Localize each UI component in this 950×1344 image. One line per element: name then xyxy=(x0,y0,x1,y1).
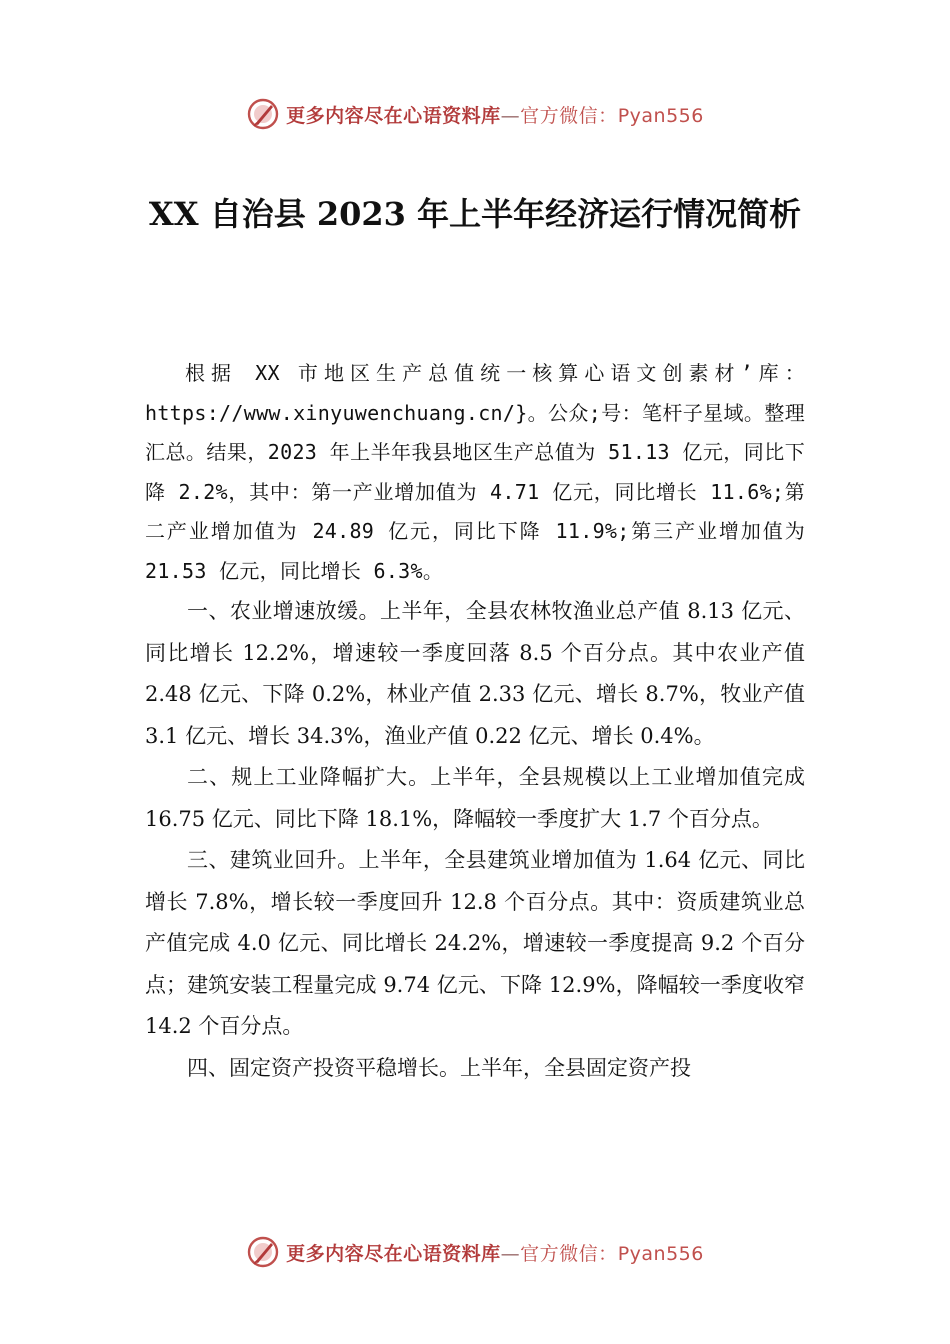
watermark-banner-top xyxy=(0,94,950,134)
quill-pen-circle-icon xyxy=(246,1235,280,1269)
paragraph-construction: 三、建筑业回升。上半年，全县建筑业增加值为 1.64 亿元、同比增长 7.8%，增长较一季度回升 12.8 个百分点。其中：资质建筑业总产值完成 4.0 亿元、同比增长 24.2%，增速较一季度提高 9.2 个百分点；建筑安装工程量完成 9.74 亿元、下降 12.9%，降幅较一季度收窄 14.2 个百分点。 xyxy=(145,848,805,1038)
paragraph-agriculture: 一、农业增速放缓。上半年，全县农林牧渔业总产值 8.13 亿元、同比增长 12.2%，增速较一季度回落 8.5 个百分点。其中农业产值 2.48 亿元、下降 0.2%，林业产值 2.33 亿元、增长 8.7%，牧业产值 3.1 亿元、增长 34.3%，渔业产值 0.22 亿元、增长 0.4%。 xyxy=(145,599,805,748)
paragraph-investment: 四、固定资产投资平稳增长。上半年，全县固定资产投 xyxy=(187,1055,691,1080)
document-title: XX 自治县 2023 年上半年经济运行情况简析 xyxy=(148,195,802,233)
document-body xyxy=(145,354,805,1089)
quill-pen-circle-icon xyxy=(246,97,280,131)
paragraph-intro: 根据 XX 市地区生产总值统一核算心语文创素材’库：https://www.xinyuwenchuang.cn/}。公众;号：笔杆子星域。整理汇总。结果，2023 年上半年我县地区生产总值为 51.13 亿元，同比下降 2.2%，其中：第一产业增加值为 4.71 亿元，同比增长 11.6%;第二产业增加值为 24.89 亿元，同比下降 11.9%;第三产业增加值为 21.53 亿元，同比增长 6.3%。 xyxy=(145,361,805,583)
watermark-text: 更多内容尽在心语资料库—官方微信：Pyan556 xyxy=(286,1242,704,1265)
watermark-text: 更多内容尽在心语资料库—官方微信：Pyan556 xyxy=(286,104,704,127)
paragraph-industry: 二、规上工业降幅扩大。上半年，全县规模以上工业增加值完成 16.75 亿元、同比下降 18.1%，降幅较一季度扩大 1.7 个百分点。 xyxy=(145,765,805,831)
watermark-banner-bottom xyxy=(0,1232,950,1272)
